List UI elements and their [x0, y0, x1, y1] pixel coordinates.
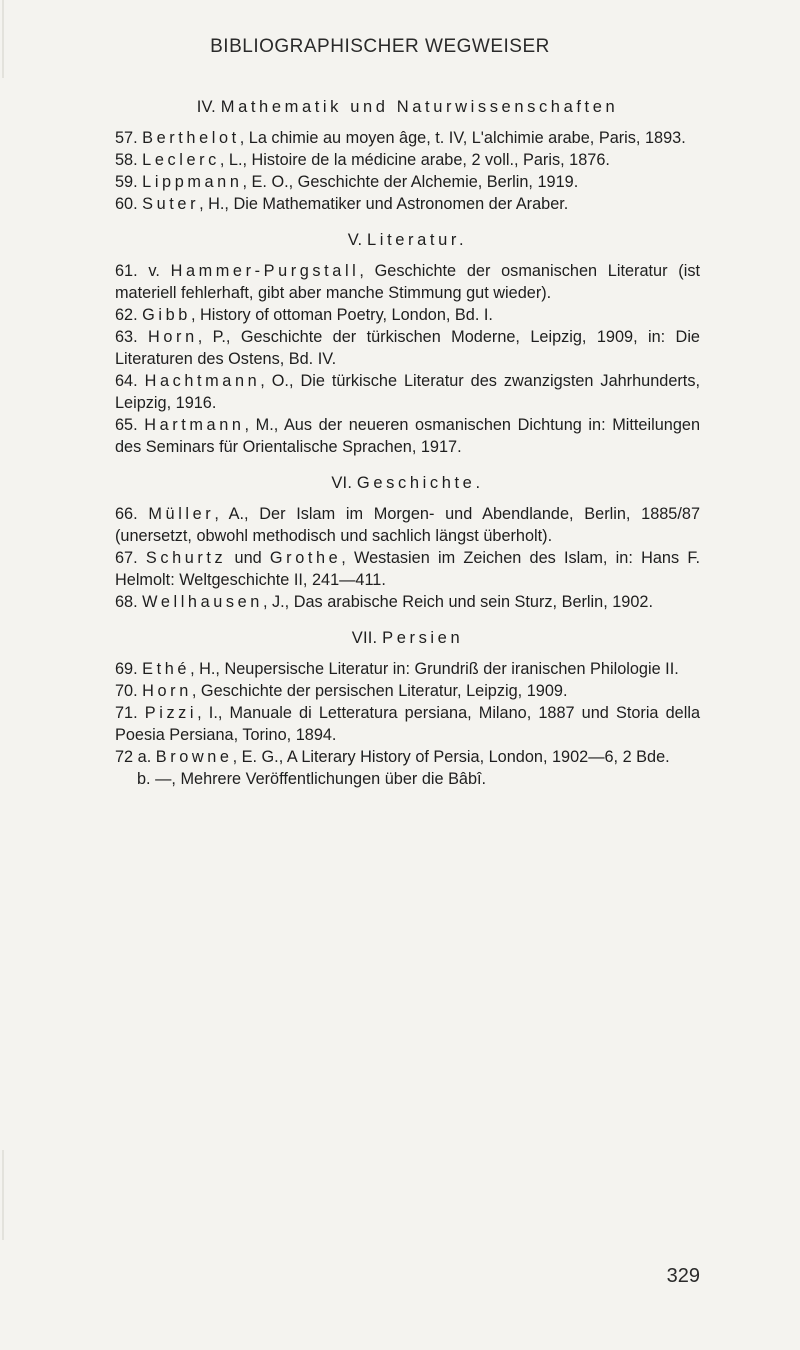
bibliography-entry	[115, 768, 700, 790]
entry-author: Suter	[142, 195, 200, 213]
entry-number: 71.	[115, 704, 138, 722]
entry-author: Pizzi	[144, 704, 198, 722]
entry-author: Schurtz	[145, 549, 227, 567]
bibliography-entry	[115, 304, 700, 326]
bibliography-entry	[115, 260, 700, 304]
entry-text: , H., Neupersische Literatur in: Grundriß der iranischen Philologie II.	[190, 660, 679, 678]
entry-author: Horn	[142, 682, 192, 700]
section-number: VI.	[331, 474, 353, 492]
bibliography-entry	[115, 591, 700, 613]
entry-number: 66.	[115, 505, 138, 523]
entry-number: 59.	[115, 173, 138, 191]
section-number: V.	[347, 231, 363, 249]
bibliography-entry	[115, 193, 700, 215]
bibliography-body	[115, 98, 700, 806]
entry-text: —, Mehrere Veröffentlichungen über die Bâbî.	[155, 770, 487, 788]
bibliography-entry	[115, 171, 700, 193]
entry-number: 72 a.	[115, 748, 152, 766]
entry-number: 65.	[115, 416, 138, 434]
entry-text: , P., Geschichte der türkischen Moderne, Leipzig, 1909, in: Die Literaturen des Ostens, Bd. IV.	[115, 328, 700, 368]
section-title: Literatur.	[367, 231, 468, 249]
entry-author: Ethé	[142, 660, 191, 678]
entry-author: Gibb	[142, 306, 191, 324]
entry-text: , E. G., A Literary History of Persia, London, 1902—6, 2 Bde.	[232, 748, 670, 766]
entry-number: 62.	[115, 306, 138, 324]
entry-text: , Geschichte der persischen Literatur, Leipzig, 1909.	[191, 682, 568, 700]
entry-number: 63.	[115, 328, 138, 346]
bibliography-entry	[115, 326, 700, 370]
section-heading	[115, 98, 700, 117]
section-title: Geschichte.	[356, 474, 484, 492]
entry-author: Lippmann	[142, 173, 243, 191]
entry-author: Grothe	[269, 549, 342, 567]
entry-number: 61. v.	[115, 262, 160, 280]
section-mathematik	[115, 98, 700, 215]
entry-number: 70.	[115, 682, 138, 700]
page-edge-mark	[2, 1150, 4, 1240]
section-literatur	[115, 231, 700, 458]
entry-text: , I., Manuale di Letteratura persiana, Milano, 1887 und Storia della Poesia Persiana, Torino, 1894.	[115, 704, 700, 744]
entry-author: Horn	[148, 328, 198, 346]
entry-text: , M., Aus der neueren osmanischen Dichtung in: Mitteilungen des Seminars für Orientalische Sprachen, 1917.	[115, 416, 700, 456]
entry-author: Hachtmann	[144, 372, 261, 390]
entry-text: , L., Histoire de la médicine arabe, 2 voll., Paris, 1876.	[219, 151, 610, 169]
entry-text: , H., Die Mathematiker und Astronomen der Araber.	[199, 195, 569, 213]
entry-number: 68.	[115, 593, 138, 611]
entry-author: Hammer-Purgstall	[170, 262, 360, 280]
section-title: Mathematik und Naturwissenschaften	[220, 98, 619, 116]
entry-author: Müller	[148, 505, 215, 523]
page-number: 329	[666, 1265, 700, 1287]
entry-author: Berthelot	[142, 129, 240, 147]
entry-text: , A., Der Islam im Morgen- und Abendlande, Berlin, 1885/87 (unersetzt, obwohl methodisch und sachlich längst überholt).	[115, 505, 700, 545]
bibliography-entry	[115, 658, 700, 680]
entry-text: , E. O., Geschichte der Alchemie, Berlin, 1919.	[242, 173, 579, 191]
entry-number: 69.	[115, 660, 138, 678]
section-number: VII.	[351, 629, 378, 647]
entry-text: , History of ottoman Poetry, London, Bd. I.	[190, 306, 493, 324]
bibliography-entry	[115, 746, 700, 768]
entry-number: 64.	[115, 372, 138, 390]
section-geschichte	[115, 474, 700, 613]
entry-text: , Geschichte der osmanischen Literatur (ist materiell fehlerhaft, gibt aber manche Stimmung gut wieder).	[115, 262, 700, 302]
entry-connector: und	[226, 549, 270, 567]
entry-number: 57.	[115, 129, 138, 147]
section-heading	[115, 231, 700, 250]
entry-text: , Westasien im Zeichen des Islam, in: Hans F. Helmolt: Weltgeschichte II, 241—411.	[115, 549, 700, 589]
bibliography-entry	[115, 680, 700, 702]
bibliography-entry	[115, 414, 700, 458]
entry-number: 67.	[115, 549, 138, 567]
entry-author: Leclerc	[142, 151, 220, 169]
section-heading	[115, 474, 700, 493]
section-persien	[115, 629, 700, 790]
entry-number: 60.	[115, 195, 138, 213]
entry-text: , J., Das arabische Reich und sein Sturz, Berlin, 1902.	[262, 593, 653, 611]
entry-author: Hartmann	[144, 416, 245, 434]
bibliography-entry	[115, 149, 700, 171]
bibliography-entry	[115, 370, 700, 414]
entry-number: 58.	[115, 151, 138, 169]
bibliography-entry	[115, 503, 700, 547]
bibliography-entry	[115, 127, 700, 149]
running-head: BIBLIOGRAPHISCHER WEGWEISER	[210, 36, 550, 57]
section-number: IV.	[196, 98, 216, 116]
entry-text: , La chimie au moyen âge, t. IV, L'alchimie arabe, Paris, 1893.	[239, 129, 686, 147]
entry-number: b.	[137, 770, 151, 788]
entry-author: Browne	[155, 748, 233, 766]
bibliography-entry	[115, 702, 700, 746]
entry-text: , O., Die türkische Literatur des zwanzigsten Jahrhunderts, Leipzig, 1916.	[115, 372, 700, 412]
entry-author: Wellhausen	[142, 593, 263, 611]
section-heading	[115, 629, 700, 648]
section-title: Persien	[382, 629, 464, 647]
bibliography-entry	[115, 547, 700, 591]
